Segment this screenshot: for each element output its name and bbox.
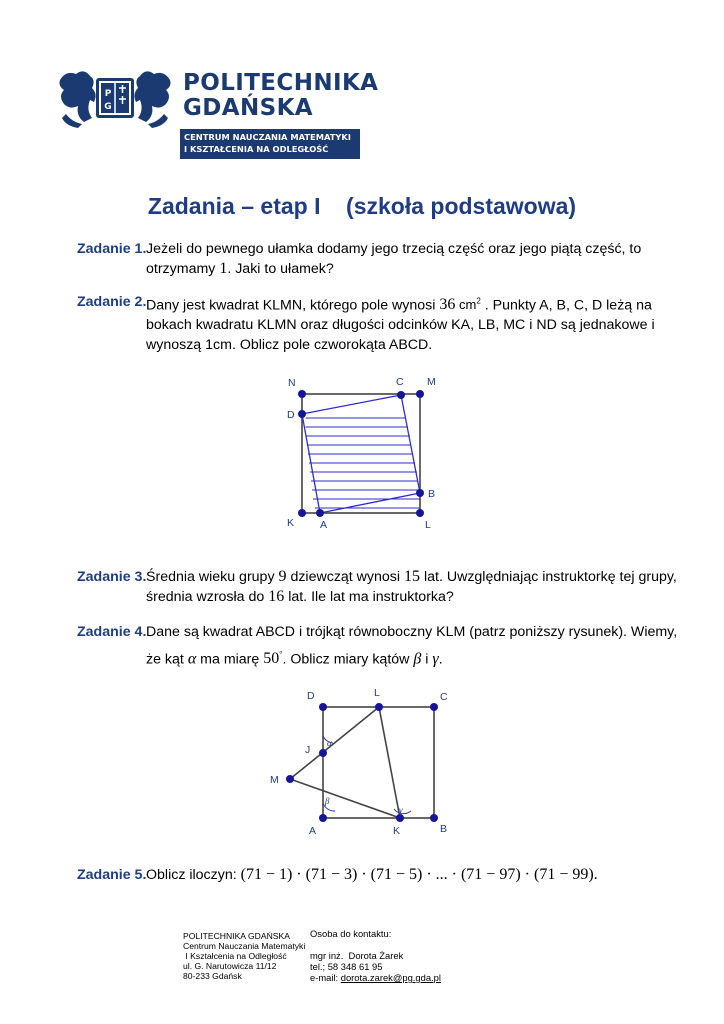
footer-address-line: Centrum Nauczania Matematyki — [183, 941, 306, 951]
task-2-line1: Dany jest kwadrat KLMN, którego pole wynosi 36 $cm^2$ . Punkty A, B, C, D leżą na — [146, 296, 652, 314]
label-d: D — [287, 409, 295, 421]
university-name — [183, 71, 378, 121]
university-name-line1: POLITECHNIKA — [183, 70, 379, 96]
task-5-label: Zadanie 5. — [77, 867, 147, 883]
task-4-line1: Dane są kwadrat ABCD i trójkąt równoboczny KLM (patrz poniższy rysunek). Wiemy, — [146, 624, 678, 640]
task-3-label: Zadanie 3. — [77, 569, 147, 585]
university-name-line2: GDAŃSKA — [183, 95, 314, 121]
footer-address-line: POLITECHNIKA GDAŃSKA — [183, 931, 290, 941]
task-5: Zadanie 5. Oblicz iloczyn: (71 − 1) · (71 − 3) · (71 − 5) · ... · (71 − 97) · (71 − 99). — [77, 866, 598, 883]
label-c: C — [440, 691, 448, 703]
point-b — [430, 814, 438, 822]
document-title: Zadania – etap I (szkoła podstawowa) — [147, 193, 577, 219]
point-j — [319, 749, 327, 757]
label-b: B — [440, 823, 448, 835]
label-n: N — [288, 377, 296, 389]
angle-alpha-label: α — [327, 738, 332, 748]
figure-square-klmn — [280, 372, 450, 537]
label-l: L — [425, 519, 431, 531]
center-name-line1: CENTRUM NAUCZANIA MATEMATYKI — [184, 132, 351, 142]
point-a — [316, 509, 324, 517]
task-1-line1: Jeżeli do pewnego ułamka dodamy jego trzecią część oraz jego piątą część, to — [146, 241, 642, 257]
task-2-line3: wynoszą 1cm. Oblicz pole czworokąta ABCD. — [146, 337, 433, 354]
point-k — [396, 814, 404, 822]
task-2 — [77, 292, 655, 354]
footer-address-line: I Kształcenia na Odległość — [183, 951, 287, 961]
task-4 — [77, 622, 678, 668]
point-d — [319, 703, 327, 711]
label-c: C — [396, 376, 404, 388]
point-m — [286, 775, 294, 783]
center-name-line2: I KSZTAŁCENIA NA ODLEGŁOŚĆ — [184, 143, 329, 154]
task-1-line2: otrzymamy 1. Jaki to ułamek? — [146, 260, 334, 277]
task-2-line2: bokach kwadratu KLMN oraz długości odcinków KA, LB, MC i ND są jednakowe i — [146, 317, 655, 334]
task-3-line2: średnia wzrosła do 16 lat. Ile lat ma instruktorka? — [146, 588, 454, 605]
point-l — [375, 703, 383, 711]
point-c — [430, 703, 438, 711]
figure-square-abcd-triangle-klm — [265, 682, 465, 847]
label-k: K — [393, 825, 401, 837]
point-n — [298, 390, 306, 398]
emblem-letter-p: P — [104, 89, 112, 99]
task-2-area: 36 $cm^2$ — [439, 296, 481, 314]
label-m: M — [427, 376, 436, 388]
angle-value: 50° — [263, 650, 283, 668]
footer-address-line: ul. G. Narutowicza 11/12 — [183, 961, 277, 971]
university-emblem-logo — [56, 66, 174, 128]
point-m — [416, 390, 424, 398]
hatch-lines — [306, 418, 420, 508]
label-d: D — [307, 690, 315, 702]
task-3 — [77, 567, 677, 605]
contact-title: Osoba do kontaktu: — [310, 928, 392, 939]
label-m: M — [270, 774, 279, 786]
footer-address-line: 80-233 Gdańsk — [183, 971, 242, 981]
angle-gamma-label: γ — [399, 805, 403, 815]
label-b: B — [428, 488, 436, 500]
label-a: A — [309, 825, 317, 837]
task-4-label: Zadanie 4. — [77, 624, 147, 640]
label-a: A — [320, 519, 328, 531]
task-2-label: Zadanie 2. — [77, 294, 147, 310]
label-j: J — [305, 744, 311, 756]
point-b — [416, 489, 424, 497]
angle-beta-label: β — [325, 796, 330, 806]
point-c — [397, 391, 405, 399]
label-l: L — [374, 687, 380, 699]
label-k: K — [287, 517, 295, 529]
task-4-line2: że kąt α ma miarę 50°. Oblicz miary kątów β i γ. — [146, 650, 443, 668]
task-1 — [77, 239, 642, 277]
point-l — [416, 509, 424, 517]
footer-contact — [310, 928, 441, 983]
center-name-box — [180, 129, 360, 159]
point-d — [298, 410, 306, 418]
task-1-label: Zadanie 1. — [77, 241, 147, 257]
footer-address — [183, 931, 305, 981]
task-3-line1: Średnia wieku grupy 9 dziewcząt wynosi 15 lat. Uwzględniając instruktorkę tej grupy, — [146, 568, 677, 585]
contact-phone: tel.; 58 348 61 95 — [310, 961, 383, 972]
emblem-letter-g: G — [104, 102, 112, 112]
contact-email: e-mail: dorota.zarek@pg.gda.pl — [310, 972, 441, 983]
point-k — [298, 509, 306, 517]
task-1-math-one: 1 — [219, 260, 228, 277]
email-link[interactable]: dorota.zarek@pg.gda.pl — [340, 972, 441, 983]
triangle-klm — [290, 707, 400, 818]
task-5-expression: (71 − 1) · (71 − 3) · (71 − 5) · ... · (71 − 97) · (71 − 99). — [240, 866, 598, 883]
contact-name: mgr inż. Dorota Żarek — [310, 950, 404, 961]
point-a — [319, 814, 327, 822]
